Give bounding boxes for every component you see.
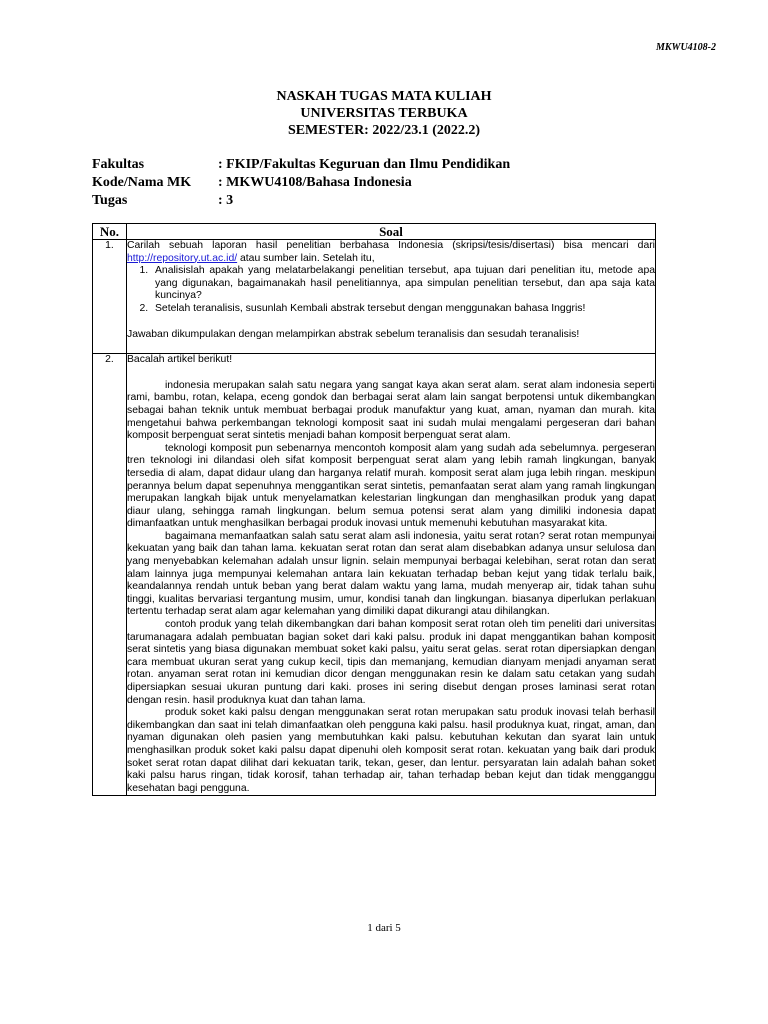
title-line: SEMESTER: 2022/23.1 (2022.2) [287, 123, 481, 138]
article-paragraph: indonesia merupakan salah satu negara yang sangat kaya akan serat alam. serat alam indonesia seperti rami, bambu, rotan, kelapa, eceng gondok dan berbagai serat alam lain sangat berpotensi untuk dikembangkan sebagai bahan teknik untuk membuat berbagai produk manufaktur yang kuat, aman, nyaman dan murah. kita mengetahui bahwa perkembangan teknologi komposit saat ini sudah mulai mengalami pergeseran dari bahan komposit berpenguat serat sintetis menjadi bahan komposit berpenguat serat alam. [127, 379, 655, 442]
questions-table [92, 223, 656, 796]
sub-question-list [127, 265, 655, 315]
question-intro: Bacalah artikel berikut! [127, 354, 233, 366]
spacer [127, 316, 655, 329]
repository-link[interactable]: http://repository.ut.ac.id/ [127, 252, 238, 264]
article-paragraph: teknologi komposit pun sebenarnya mencontoh komposit alam yang sudah ada sebelumnya. pergeseran tren teknologi ini dilandasi oleh sifat komposit berpenguat serat alam yang lebih ramah lingkungan, banyak tersedia di alam, dapat didaur ulang dan harganya relatif murah. komposit serat alam juga lebih ringan. meskipun perannya belum dapat sepenuhnya menggantikan serat sintetis, pemanfaatan serat alam yang ramah lingkungan merupakan langkah bijak untuk menyelamatkan kelestarian lingkungan dan menghasilkan produk yang dapat diaur ulang, sehingga ramah lingkungan. belum semua potensi serat alam yang dimiliki indonesia dapat dimanfaatkan untuk menghasilkan berbagai produk inovasi untuk memenuhi kebutuhan masyarakat kita. [127, 442, 655, 530]
question-row-1 [93, 240, 656, 354]
meta-value: : MKWU4108/Bahasa Indonesia [218, 175, 412, 190]
title-line: UNIVERSITAS TERBUKA [300, 106, 468, 121]
meta-key: Fakultas [92, 157, 145, 172]
meta-row-fakultas [92, 156, 510, 174]
question-number: 1. [93, 240, 127, 354]
question-closing: Jawaban dikumpulakan dengan melampirkan abstrak sebelum teranalisis dan sesudah teranalisis! [127, 328, 580, 340]
spacer [127, 341, 655, 353]
article-paragraph: produk soket kaki palsu dengan menggunakan serat rotan merupakan satu produk inovasi telah berhasil dikembangkan dan saat ini telah dimanfaatkan oleh pengguna kaki palsu. hasil produknya kuat, ringat, aman, dan nyaman digunakan oleh pasien yang membutuhkan kaki palsu. kebutuhan kekutan dan syarat lain untuk menghasilkan produk soket kaki palsu dapat dipenuhi oleh komposit serat rotan. kekuatan yang baik dari produk soket serat rotan dapat dilihat dari kekuatan tarik, tekan, geser, dan lentur. persyaratan lain adalah bahan soket kaki palsu harus ringan, tidak korosif, tahan terhadap air, tahan terhadap beban kejut dan tidak mengganggu kesehatan bagi pengguna. [127, 707, 655, 794]
article-paragraph: contoh produk yang telah dikembangkan dari bahan komposit serat rotan oleh tim peneliti dari universitas tarumanagara adalah pembuatan bagian soket dari kaki palsu. produk ini dapat menggantikan bahan komposit serat sintetis yang biasa digunakan membuat soket kaki palsu, yaitu serat gelas. serat rotan dipersiapkan dengan cara membuat ukuran serat yang cukup kecil, tipis dan memanjang, kemudian dianyam menjadi anyaman serat rotan. anyaman serat rotan ini kemudian dicor dengan menggunakan resin ke dalam satu cetakan yang sudah dipersiapkan sesuai ukuran puntung dari kaki. proses ini sering disebut dengan proses laminasi serat rotan dengan resin. hasil produknya kuat dan tahan lama. [127, 619, 655, 706]
spacer [127, 367, 655, 380]
meta-key: Kode/Nama MK [92, 175, 192, 190]
article-paragraph: bagaimana memanfaatkan salah satu serat alam asli indonesia, yaitu serat rotan? serat rotan mempunyai kekuatan yang baik dan tahan lama. kekuatan serat rotan dan serat alam disebabkan adanya unsur selulosa dan yang menyebabkan kelemahan adalah unsur lignin. selain mempunyai berbagai kelebihan, serat rotan dan serat alam lainnya juga mempunyai kelemahan antara lain kekuatan terhadap beban kejut yang tidak terlalu baik, keandalannya rendah untuk beban yang berat dalam waktu yang lama, mudah menyerap air, tidak tahan suhu tinggi, kualitas bervariasi tergantung musim, umur, kondisi tanah dan lingkungan. biasanya diperlukan perlakuan tertentu terhadap serat alam agar kelemahan yang dimiliki dapat dikurangi atau dihilangkan. [127, 530, 655, 618]
meta-row-tugas [92, 192, 510, 210]
title-line: NASKAH TUGAS MATA KULIAH [276, 89, 492, 104]
question-number: 2. [93, 354, 127, 796]
document-code: MKWU4108-2 [655, 42, 716, 53]
question-row-2 [93, 354, 656, 796]
intro-text-after: atau sumber lain. Setelah itu, [237, 252, 375, 264]
question-intro [127, 240, 655, 265]
question-content [127, 240, 656, 354]
list-item: 2. Setelah teranalisis, susunlah Kembali abstrak tersebut dengan menggunakan bahasa Inggris! [151, 303, 655, 316]
meta-key: Tugas [92, 193, 128, 208]
header-no: No. [93, 224, 127, 240]
intro-text: Carilah sebuah laporan hasil penelitian berbahasa Indonesia (skripsi/tesis/disertasi) bisa mencari dari [127, 240, 655, 251]
meta-value: : FKIP/Fakultas Keguruan dan Ilmu Pendidikan [218, 157, 511, 172]
page-number: 1 dari 5 [367, 922, 401, 934]
document-title [0, 88, 768, 139]
meta-row-kode [92, 174, 510, 192]
course-info [92, 156, 510, 210]
table-header-row [93, 224, 656, 240]
question-content [127, 354, 656, 796]
header-soal: Soal [127, 224, 656, 240]
list-item: 1. Analisislah apakah yang melatarbelakangi penelitian tersebut, apa tujuan dari penelitian itu, metode apa yang digunakan, bagaimanakah hasil penelitiannya, apa simpulan penelitian tersebut, dan apa saja kata kuncinya? [151, 265, 655, 303]
meta-value: : 3 [218, 193, 234, 208]
